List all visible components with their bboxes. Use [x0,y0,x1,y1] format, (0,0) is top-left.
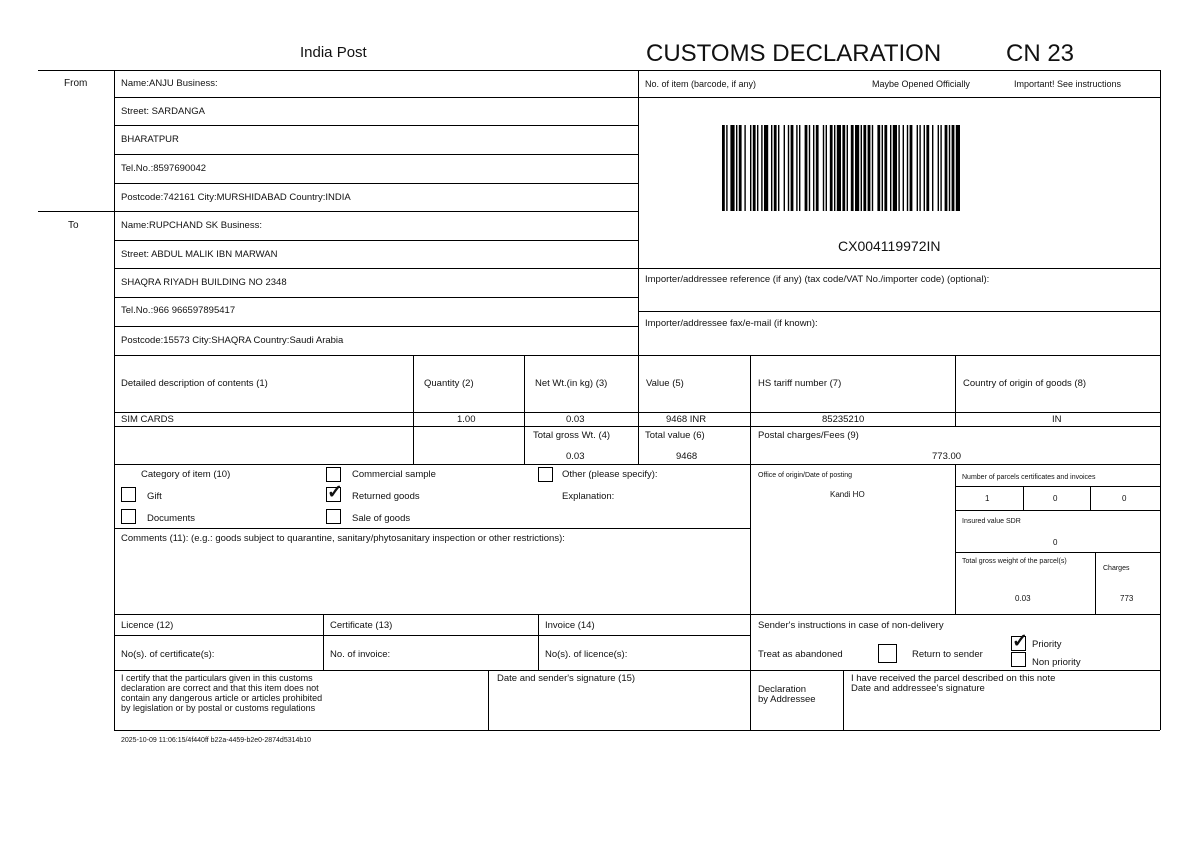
gift-label: Gift [147,491,162,502]
row-net-weight: 0.03 [566,414,585,425]
recipient-address-line: SHAQRA RIYADH BUILDING NO 2348 [121,277,287,288]
barcode-bar [809,125,810,211]
barcode-bar [956,125,960,211]
non-priority-label: Non priority [1032,657,1081,668]
insured-value: 0 [1053,538,1058,547]
priority-checkbox[interactable] [1011,636,1026,651]
invoice-label: Invoice (14) [545,620,595,631]
charges-value: 773 [1120,594,1134,603]
barcode-bar [938,125,939,211]
category-label: Category of item (10) [141,469,231,480]
other-label: Other (please specify): [562,469,658,480]
col-quantity-header: Quantity (2) [424,378,474,389]
total-gross-weight: 0.03 [566,451,585,462]
barcode-bar [882,125,883,211]
total-value-label: Total value (6) [645,430,705,441]
barcode-bar [837,125,841,211]
sender-address-line: BHARATPUR [121,134,179,145]
total-value: 9468 [676,451,698,462]
office-origin-label: Office of origin/Date of posting [758,472,853,479]
barcode-bar [893,125,897,211]
item-number-label: No. of item (barcode, if any) [645,79,757,89]
licence-numbers-label: No(s). of licence(s): [545,649,628,660]
barcode-bar [917,125,918,211]
invoices-count: 0 [1122,494,1127,503]
barcode-bar [816,125,819,211]
row-quantity: 1.00 [457,414,476,425]
col-hs-tariff-header: HS tariff number (7) [758,378,842,389]
sale-of-goods-label: Sale of goods [352,513,411,524]
sender-signature-label: Date and sender's signature (15) [497,673,636,684]
barcode-bar [750,125,751,211]
documents-label: Documents [147,513,196,524]
office-origin-value: Kandi HO [830,490,865,499]
barcode-bar [851,125,854,211]
barcode-bar [753,125,756,211]
barcode-bar [730,125,734,211]
sender-postcode: Postcode:742161 City:MURSHIDABAD Country:INDIA [121,192,351,203]
barcode-bar [771,125,772,211]
importer-reference-label: Importer/addressee reference (if any) (tax code/VAT No./importer code) (optional): [645,274,990,285]
row-value: 9468 INR [666,414,707,425]
received-statement: I have received the parcel described on this note [851,673,1056,684]
total-gross-weight-label: Total gross Wt. (4) [533,430,611,441]
barcode-bar [761,125,762,211]
total-gross-weight-parcels: 0.03 [1015,594,1031,603]
postal-charges-label: Postal charges/Fees (9) [758,430,859,441]
postal-charges: 773.00 [932,451,962,462]
barcode-bar [726,125,727,211]
barcode-bar [861,125,862,211]
documents-checkbox[interactable] [121,509,136,524]
recipient-postcode: Postcode:15573 City:SHAQRA Country:Saudi Arabia [121,335,344,346]
to-label: To [68,220,79,231]
certification-line-2: declaration are correct and that this item does not [121,683,319,693]
important-instructions-label: Important! See instructions [1014,79,1122,89]
barcode-bar [778,125,779,211]
licence-label: Licence (12) [121,620,174,631]
recipient-street: Street: ABDUL MALIK IBN MARWAN [121,249,278,260]
barcode-bar [868,125,871,211]
barcode-bar [863,125,866,211]
from-label: From [64,78,88,89]
commercial-sample-label: Commercial sample [352,469,436,480]
returned-goods-checkbox[interactable] [326,487,341,502]
sale-of-goods-checkbox[interactable] [326,509,341,524]
barcode-bar [910,125,913,211]
footer-stamp: 2025-10-09 11:06:15/4f440ff b22a-4459-b2e0-2874d5314b10 [121,737,312,744]
insured-value-label: Insured value SDR [962,518,1021,525]
col-value-header: Value (5) [646,378,684,389]
recipient-name: Name:RUPCHAND SK Business: [121,220,262,231]
declaration-addressee-line-2: by Addressee [758,694,816,705]
non-delivery-label: Sender's instructions in case of non-delivery [758,620,944,631]
barcode-bar [799,125,800,211]
returned-goods-label: Returned goods [352,491,420,502]
invoice-number-label: No. of invoice: [330,649,391,660]
certification-line-3: contain any dangerous article or articles prohibited [121,693,323,703]
barcode-bar [919,125,920,211]
addressee-signature-label: Date and addressee's signature [851,683,985,694]
barcode-bar [872,125,873,211]
form-code: CN 23 [1006,40,1075,67]
barcode-bar [932,125,933,211]
certificate-label: Certificate (13) [330,620,393,631]
barcode-bar [830,125,833,211]
barcode-bar [736,125,737,211]
barcode-bar [739,125,742,211]
sender-street: Street: SARDANGA [121,106,205,117]
barcode-bar [949,125,950,211]
barcode-bar [823,125,824,211]
importer-fax-label: Importer/addressee fax/e-mail (if known): [645,318,818,329]
barcode-bar [826,125,827,211]
barcode-bar [791,125,794,211]
barcode-bar [890,125,891,211]
barcode-number: CX004119972IN [838,238,941,254]
barcode-bar [813,125,814,211]
declaration-addressee-line-1: Declaration [758,684,807,695]
barcode-bar [940,125,941,211]
col-net-weight-header: Net Wt.(in kg) (3) [535,378,608,389]
barcode-bar [784,125,785,211]
row-description: SIM CARDS [121,414,174,425]
barcode-bar [805,125,808,211]
return-to-sender-label: Return to sender [912,649,983,660]
post-name: India Post [300,44,367,61]
non-priority-checkbox[interactable] [1011,652,1026,667]
parcels-count-label: Number of parcels certificates and invoices [962,474,1096,481]
certificate-numbers-label: No(s). of certificate(s): [121,649,215,660]
other-checkbox[interactable] [538,467,553,482]
barcode-bar [847,125,848,211]
form-title: CUSTOMS DECLARATION [646,40,942,67]
barcode-bar [926,125,929,211]
col-description-header: Detailed description of contents (1) [121,378,268,389]
recipient-phone: Tel.No.:966 966597895417 [121,305,236,316]
certification-line-4: by legislation or by postal or customs regulations [121,703,316,713]
parcels-count: 1 [985,494,990,503]
barcode-bar [788,125,789,211]
priority-label: Priority [1032,639,1062,650]
sender-phone: Tel.No.:8597690042 [121,163,207,174]
barcode-bar [952,125,955,211]
commercial-sample-checkbox[interactable] [326,467,341,482]
treat-abandoned-checkbox[interactable] [878,644,897,663]
barcode-bar [764,125,768,211]
barcode-bar [855,125,859,211]
barcode-bar [744,125,745,211]
barcode-bar [796,125,797,211]
explanation-label: Explanation: [562,491,615,502]
barcode-bar [774,125,777,211]
barcode-bar [945,125,948,211]
barcode-bar [898,125,899,211]
barcode-bar [903,125,904,211]
maybe-opened-label: Maybe Opened Officially [872,79,970,89]
barcode-bar [884,125,887,211]
treat-abandoned-label: Treat as abandoned [758,649,843,660]
row-hs-tariff: 85235210 [822,414,865,425]
col-country-origin-header: Country of origin of goods (8) [963,378,1087,389]
barcode-bar [834,125,835,211]
row-country-origin: IN [1052,414,1062,425]
gift-checkbox[interactable] [121,487,136,502]
barcode-image [720,125,1080,213]
sender-name: Name:ANJU Business: [121,78,218,89]
barcode-bar [722,125,725,211]
barcode-bar [757,125,758,211]
barcode-bar [907,125,908,211]
barcode-bar [877,125,880,211]
charges-label: Charges [1103,565,1130,572]
barcode-bar [924,125,925,211]
barcode-bar [842,125,845,211]
total-gross-weight-parcels-label: Total gross weight of the parcel(s) [962,558,1067,565]
certification-line-1: I certify that the particulars given in this customs [121,673,313,683]
comments-label: Comments (11): (e.g.: goods subject to quarantine, sanitary/phytosanitary inspection or other restrictions): [121,533,565,544]
certificates-count: 0 [1053,494,1058,503]
